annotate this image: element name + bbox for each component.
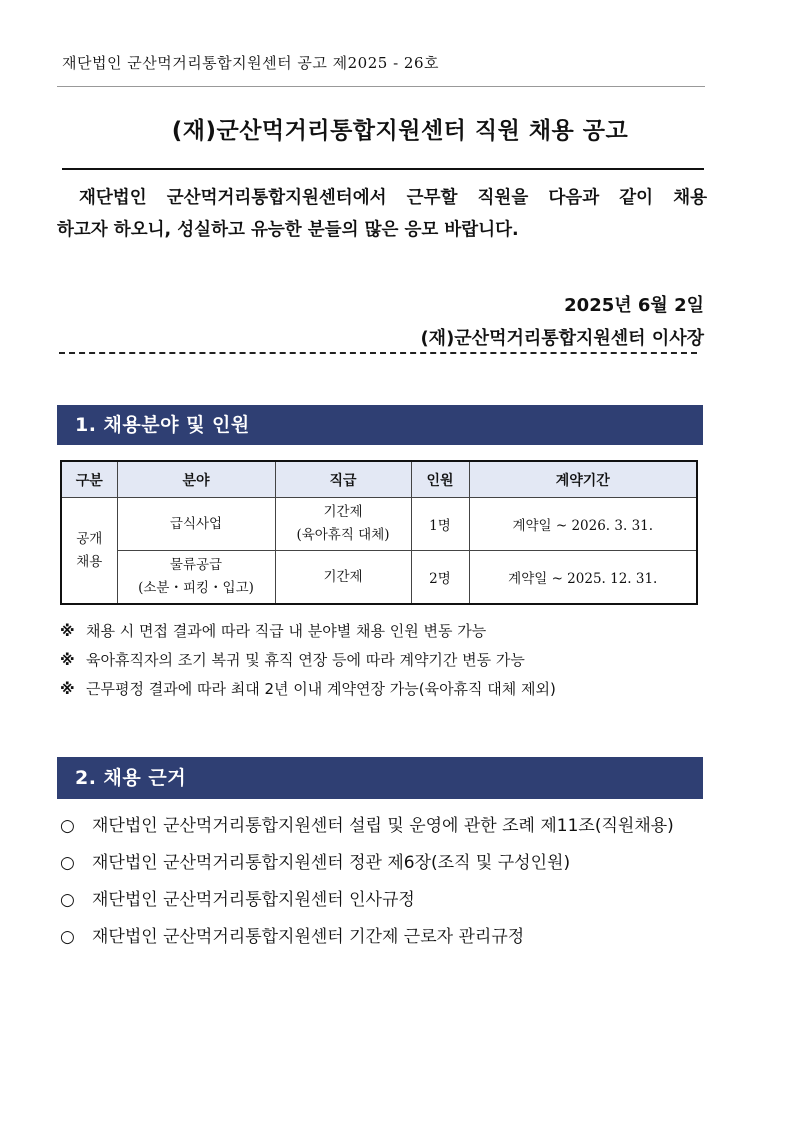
group-label-line: 공개	[76, 530, 103, 547]
dashed-divider	[59, 352, 697, 354]
reference-mark-icon: ※	[60, 622, 75, 640]
grade-detail: (육아휴직 대체)	[296, 527, 390, 543]
column-header: 분야	[117, 461, 275, 498]
table-header-row	[61, 461, 697, 498]
column-header: 구분	[61, 461, 117, 498]
title-underline	[62, 168, 704, 170]
intro-line-1: 재단법인 군산먹거리통합지원센터에서 근무할 직원을 다음과 같이 채용	[79, 188, 707, 208]
note-text: 채용 시 면접 결과에 따라 직급 내 분야별 채용 인원 변동 가능	[86, 622, 487, 640]
list-item-text: 재단법인 군산먹거리통합지원센터 설립 및 운영에 관한 조례 제11조(직원채용)	[92, 816, 674, 836]
recruitment-table	[60, 460, 698, 605]
field-name: 물류공급	[169, 557, 223, 573]
list-item-text: 재단법인 군산먹거리통합지원센터 인사규정	[92, 890, 415, 910]
grade-name: 기간제	[323, 504, 363, 520]
count-cell: 2명	[411, 551, 469, 605]
column-header: 직급	[275, 461, 411, 498]
intro-line-2: 하고자 하오니, 성실하고 유능한 분들의 많은 응모 바랍니다.	[57, 220, 519, 240]
note-item	[60, 617, 556, 646]
circle-bullet-icon: ○	[60, 853, 75, 873]
table-row	[61, 551, 697, 605]
group-label-line: 채용	[76, 553, 103, 570]
note-text: 육아휴직자의 조기 복귀 및 휴직 연장 등에 따라 계약기간 변동 가능	[86, 651, 525, 669]
list-item	[60, 845, 674, 882]
circle-bullet-icon: ○	[60, 816, 75, 836]
field-name: 급식사업	[169, 515, 223, 532]
period-cell: 계약일 ~ 2025. 12. 31.	[469, 551, 697, 605]
list-item	[60, 919, 674, 956]
list-item	[60, 882, 674, 919]
grade-cell	[275, 551, 411, 605]
column-header: 인원	[411, 461, 469, 498]
list-item	[60, 808, 674, 845]
signer-name: (재)군산먹거리통합지원센터 이사장	[420, 328, 704, 349]
reference-mark-icon: ※	[60, 651, 75, 669]
intro-paragraph	[57, 182, 707, 246]
circle-bullet-icon: ○	[60, 927, 75, 947]
note-item	[60, 675, 556, 704]
grade-name: 기간제	[323, 568, 363, 585]
reference-mark-icon: ※	[60, 680, 75, 698]
grade-cell	[275, 498, 411, 551]
section-heading-basis: 2. 채용 근거	[57, 757, 703, 799]
column-header: 계약기간	[469, 461, 697, 498]
basis-list	[60, 808, 674, 956]
note-item	[60, 646, 556, 675]
field-detail: (소분・피킹・입고)	[138, 580, 254, 596]
announcement-date: 2025년 6월 2일	[564, 295, 704, 316]
list-item-text: 재단법인 군산먹거리통합지원센터 정관 제6장(조직 및 구성인원)	[92, 853, 571, 873]
field-cell	[117, 551, 275, 605]
recruitment-notes	[60, 617, 556, 704]
list-item-text: 재단법인 군산먹거리통합지원센터 기간제 근로자 관리규정	[92, 927, 525, 947]
circle-bullet-icon: ○	[60, 890, 75, 910]
header-divider	[57, 86, 705, 87]
period-cell: 계약일 ~ 2026. 3. 31.	[469, 498, 697, 551]
section-heading-recruitment: 1. 채용분야 및 인원	[57, 405, 703, 445]
count-cell: 1명	[411, 498, 469, 551]
note-text: 근무평정 결과에 따라 최대 2년 이내 계약연장 가능(육아휴직 대체 제외)	[86, 680, 556, 698]
document-number: 재단법인 군산먹거리통합지원센터 공고 제2025 - 26호	[62, 54, 439, 72]
field-cell	[117, 498, 275, 551]
group-label-cell	[61, 498, 117, 605]
page-title: (재)군산먹거리통합지원센터 직원 채용 공고	[171, 118, 629, 144]
table-row	[61, 498, 697, 551]
